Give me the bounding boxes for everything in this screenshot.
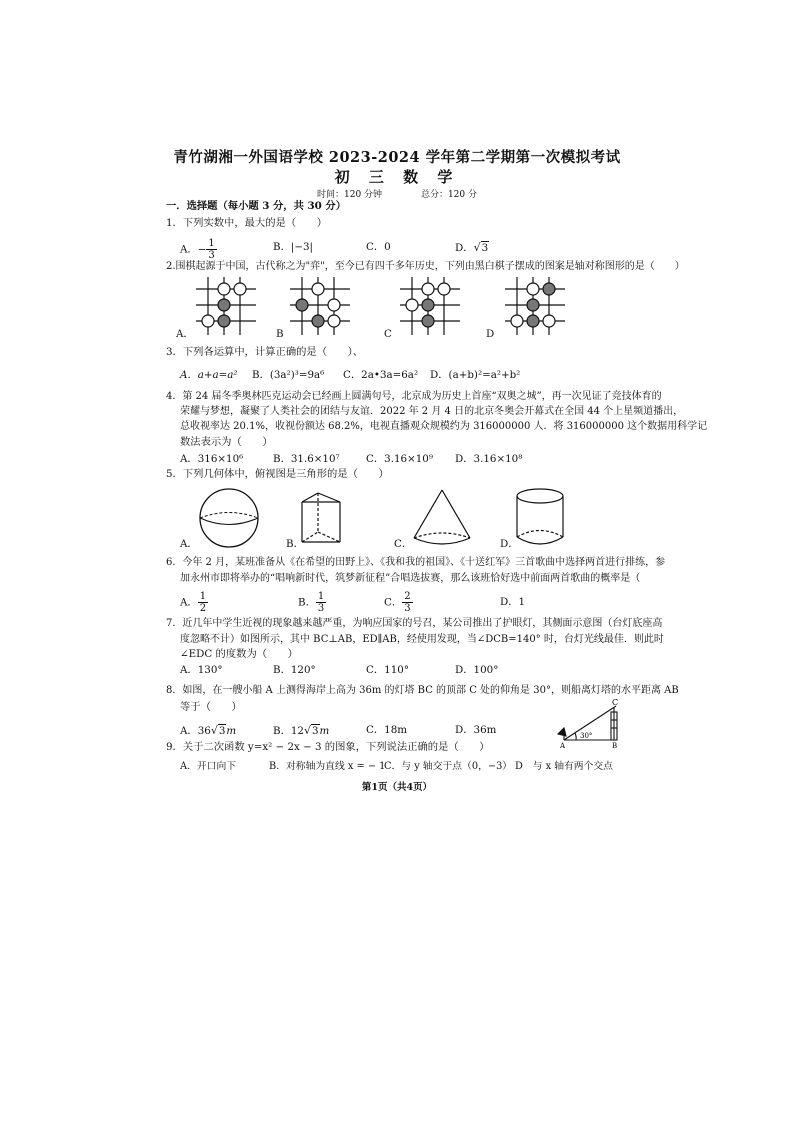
q5-label-b: B． (286, 538, 304, 550)
q6-option-a: A． $\frac{1}{2}$ (180, 591, 207, 614)
section-heading: 一．选择题（每小题 3 分，共 30 分） (166, 200, 346, 212)
q6-option-c: C． $\frac{2}{3}$ (384, 591, 411, 614)
figure-label-a: A (560, 742, 566, 750)
q9-option-a: A．开口向下 (180, 761, 237, 772)
q7-line-3: ∠EDC 的度数为（ ） (180, 648, 298, 660)
q3-stem: 3．下列各运算中，计算正确的是（ ）、 (166, 346, 364, 358)
fraction: $\frac{1}{2}$ (199, 591, 207, 614)
q5-stem: 5．下列几何体中，俯视图是三角形的是（ ） (166, 468, 389, 480)
q1-stem: 1．下列实数中，最大的是（ ） (166, 217, 328, 229)
q4-line-3: 总收视率达 20.1%，收视份额达 68.2%，电视直播观众规模约为 316000000 人．将 316000000 这个数据用科学记 (180, 421, 708, 432)
q2-label-d: D (486, 328, 495, 340)
q4-option-d: D．3.16×10⁸ (455, 453, 523, 465)
figure-label-c: C (612, 698, 619, 707)
q9-option-c: C．与 y 轴交于点（0，−3） (384, 761, 513, 772)
q2-label-b: B (276, 328, 284, 340)
cone-figure (410, 488, 474, 550)
q5-label-d: D． (500, 538, 519, 550)
q7-line-2: 度忽略不计）如图所示，其中 BC⊥AB，ED∥AB，经使用发现，当∠DCB=140° 时，台灯光线最佳．则此时 (180, 634, 664, 645)
exam-score: 总分：120 分 (420, 190, 477, 200)
exam-time: 时间：120 分钟 (317, 190, 383, 200)
q8-line-1: 8．如图，在一艘小船 A 上测得海岸上高为 36m 的灯塔 BC 的顶部 C 处的仰角是 30°，则船离灯塔的水平距离 AB (166, 685, 679, 696)
triangular-prism-figure (298, 490, 348, 546)
fraction: $\frac{2}{3}$ (404, 591, 411, 614)
q8-option-a: A．36√3m (180, 724, 237, 737)
q3-option-c: C．2a•3a=6a² (343, 369, 419, 381)
q4-line-1: 4．第 24 届冬季奥林匹克运动会已经画上圆满句号，北京成为历史上首座“双奥之城”，再一次见证了竞技体育的 (166, 391, 662, 402)
q2-stem: 2.围棋起源于中国，古代称之为"弈"，至今已有四千多年历史，下列由黑白棋子摆成的图案是轴对称图形的是（ ） (166, 261, 685, 272)
q8-option-b: B．12√3m (273, 724, 330, 737)
q4-option-a: A．316×10⁶ (180, 453, 244, 465)
page-footer: 第1页（共4页） (361, 782, 433, 793)
q5-label-a: A． (180, 538, 198, 550)
q2-label-c: C (384, 328, 392, 340)
q6-option-b: B． $\frac{1}{3}$ (298, 591, 325, 614)
figure-label-b: B (612, 742, 618, 750)
fraction: $\frac{1}{3}$ (208, 238, 215, 261)
lighthouse-figure (556, 700, 628, 748)
q5-label-c: C． (394, 538, 413, 550)
figure-angle-label: 30° (580, 732, 593, 740)
q7-option-c: C．110° (366, 664, 409, 676)
q3-option-a: A．a+a=a² (180, 369, 238, 381)
q7-option-d: D．100° (455, 664, 499, 676)
q3-option-b: B．(3a²)³=9a⁶ (252, 369, 325, 381)
q8-option-c: C．18m (366, 724, 408, 736)
exam-subtitle: 初 三 数 学 (334, 168, 460, 186)
exam-meta (0, 187, 794, 200)
q6-option-d: D．1 (500, 596, 526, 608)
go-pattern-c (400, 277, 460, 335)
exam-title: 青竹湖湘一外国语学校 2023-2024 学年第二学期第一次模拟考试 (173, 149, 621, 166)
q1-option-a: A．− $\frac{1}{3}$ (180, 238, 215, 261)
q4-line-4: 数法表示为（ ） (180, 436, 273, 448)
q7-option-b: B．120° (273, 664, 316, 676)
sphere-figure (198, 487, 260, 549)
q1-option-c: C．0 (366, 241, 391, 253)
q9-option-d: D 与 x 轴有两个交点 (515, 761, 613, 772)
q1-option-d: D．√3 (455, 241, 489, 254)
cylinder-figure (514, 487, 566, 547)
q1-option-b: B．|−3| (273, 241, 313, 253)
q4-option-b: B．31.6×10⁷ (273, 453, 340, 465)
go-pattern-b (290, 277, 350, 335)
q7-line-1: 7．近几年中学生近视的现象越来越严重，为响应国家的号召，某公司推出了护眼灯，其侧面示意图（台灯底座高 (166, 618, 663, 629)
q8-line-2: 等于（ ） (180, 701, 242, 713)
q8-option-d: D．36m (455, 724, 497, 736)
q4-line-2: 荣耀与梦想，凝聚了人类社会的团结与友谊．2022 年 2 月 4 日的北京冬奥会开幕式在全国 44 个上星频道播出， (180, 406, 684, 417)
q2-label-a: A． (176, 328, 194, 340)
go-pattern-a (196, 277, 256, 335)
go-pattern-d (505, 277, 565, 335)
q3-option-d: D．(a+b)²=a²+b² (430, 369, 521, 381)
q4-option-c: C．3.16×10⁹ (366, 453, 433, 465)
fraction: $\frac{1}{3}$ (317, 591, 325, 614)
q6-line-1: 6．今年 2 月，某班准备从《在希望的田野上》、《我和我的祖国》、《十送红军》三首歌曲中选择两首进行排练，参 (166, 557, 666, 568)
q9-stem: 9．关于二次函数 y=x² − 2x − 3 的图象，下列说法正确的是（ ） (166, 741, 490, 753)
q9-option-b: B．对称轴为直线 x = − 1 (269, 761, 386, 772)
q6-line-2: 加永州市即将举办的“唱响新时代，筑梦新征程”合唱选拔赛，那么该班恰好选中前面两首歌曲的概率是（ (180, 573, 641, 584)
q7-option-a: A．130° (180, 664, 223, 676)
